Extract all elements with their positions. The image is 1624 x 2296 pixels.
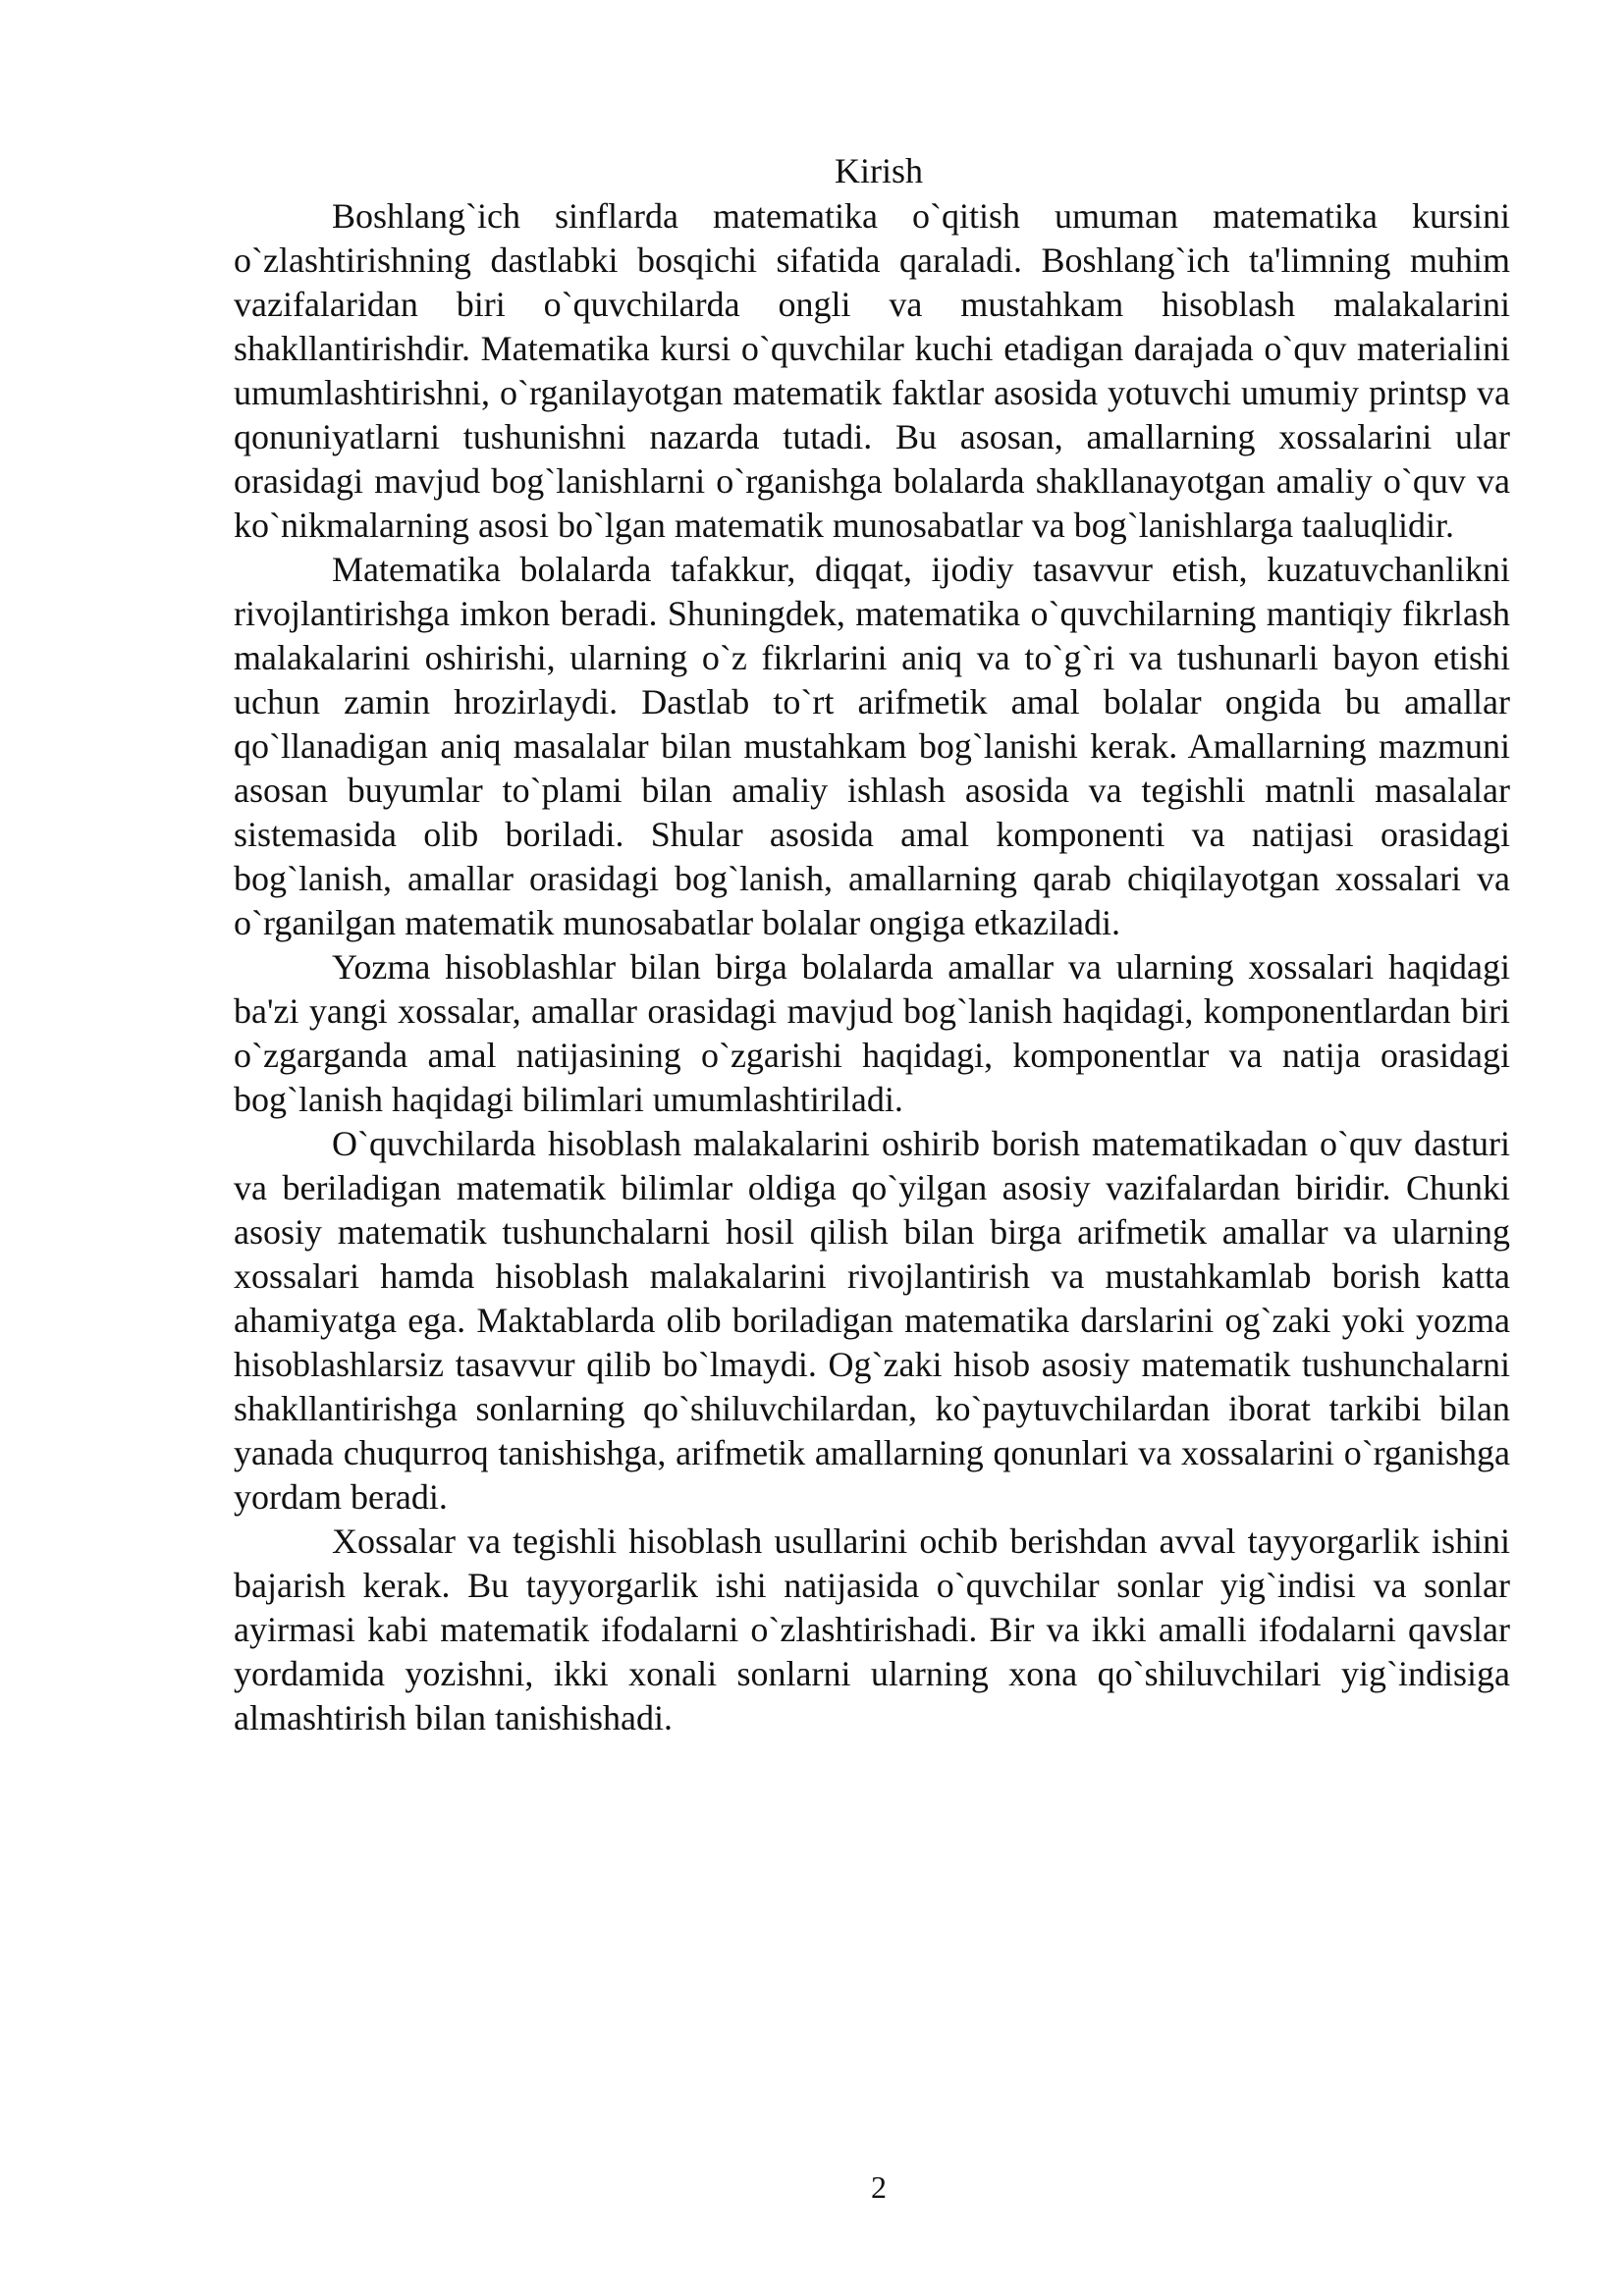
paragraph-1: Boshlang`ich sinflarda matematika o`qitish umuman matematika kursini o`zlashtirishning dastlabki bosqichi sifatida qaraladi. Boshlang`ich ta'limning muhim vazifalaridan biri o`quvchilarda ongli va mustahkam hisoblash malakalarini shakllantirishdir. Matematika kursi o`quvchilar kuchi etadigan darajada o`quv materialini umumlashtirishni, o`rganilayotgan matematik faktlar asosida yotuvchi umumiy printsp va qonuniyatlarni tushunishni nazarda tutadi. Bu asosan, amallarning xossalarini ular orasidagi mavjud bog`lanishlarni o`rganishga bolalarda shakllanayotgan amaliy o`quv va ko`nikmalarning asosi bo`lgan matematik munosabatlar va bog`lanishlarga taaluqlidir. <box>234 196 1510 545</box>
paragraph-3: Yozma hisoblashlar bilan birga bolalarda amallar va ularning xossalari haqidagi ba'zi yangi xossalar, amallar orasidagi mavjud bog`lanish haqidagi, komponentlardan biri o`zgarganda amal natijasining o`zgarishi haqidagi, komponentlar va natija orasidagi bog`lanish haqidagi bilimlari umumlashtiriladi. <box>234 947 1510 1119</box>
page-title: Kirish <box>835 151 923 190</box>
paragraph-2: Matematika bolalarda tafakkur, diqqat, ijodiy tasavvur etish, kuzatuvchanlikni rivojlantirishga imkon beradi. Shuningdek, matematika o`quvchilarning mantiqiy fikrlash malakalarini oshirishi, ularning o`z fikrlarini aniq va to`g`ri va tushunarli bayon etishi uchun zamin hrozirlaydi. Dastlab to`rt arifmetik amal bolalar ongida bu amallar qo`llanadigan aniq masalalar bilan mustahkam bog`lanishi kerak. Amallarning mazmuni asosan buyumlar to`plami bilan amaliy ishlash asosida va tegishli matnli masalalar sistemasida olib boriladi. Shular asosida amal komponenti va natijasi orasidagi bog`lanish, amallar orasidagi bog`lanish, amallarning qarab chiqilayotgan xossalari va o`rganilgan matematik munosabatlar bolalar ongiga etkaziladi. <box>234 550 1510 942</box>
paragraph-4: O`quvchilarda hisoblash malakalarini oshirib borish matematikadan o`quv dasturi va beriladigan matematik bilimlar oldiga qo`yilgan asosiy vazifalardan biridir. Chunki asosiy matematik tushunchalarni hosil qilish bilan birga arifmetik amallar va ularning xossalari hamda hisoblash malakalarini rivojlantirish va mustahkamlab borish katta ahamiyatga ega. Maktablarda olib boriladigan matematika darslarini og`zaki yoki yozma hisoblashlarsiz tasavvur qilib bo`lmaydi. Og`zaki hisob asosiy matematik tushunchalarni shakllantirishga sonlarning qo`shiluvchilardan, ko`paytuvchilardan iborat tarkibi bilan yanada chuqurroq tanishishga, arifmetik amallarning qonunlari va xossalarini o`rganishga yordam beradi. <box>234 1124 1510 1517</box>
page-number: 2 <box>871 2169 887 2205</box>
paragraph-5: Xossalar va tegishli hisoblash usullarini ochib berishdan avval tayyorgarlik ishini bajarish kerak. Bu tayyorgarlik ishi natijasida o`quvchilar sonlar yig`indisi va sonlar ayirmasi kabi matematik ifodalarni o`zlashtirishadi. Bir va ikki amalli ifodalarni qavslar yordamida yozishni, ikki xonali sonlarni ularning xona qo`shiluvchilari yig`indisiga almashtirish bilan tanishishadi. <box>234 1522 1510 1737</box>
body-text <box>234 194 1510 1740</box>
